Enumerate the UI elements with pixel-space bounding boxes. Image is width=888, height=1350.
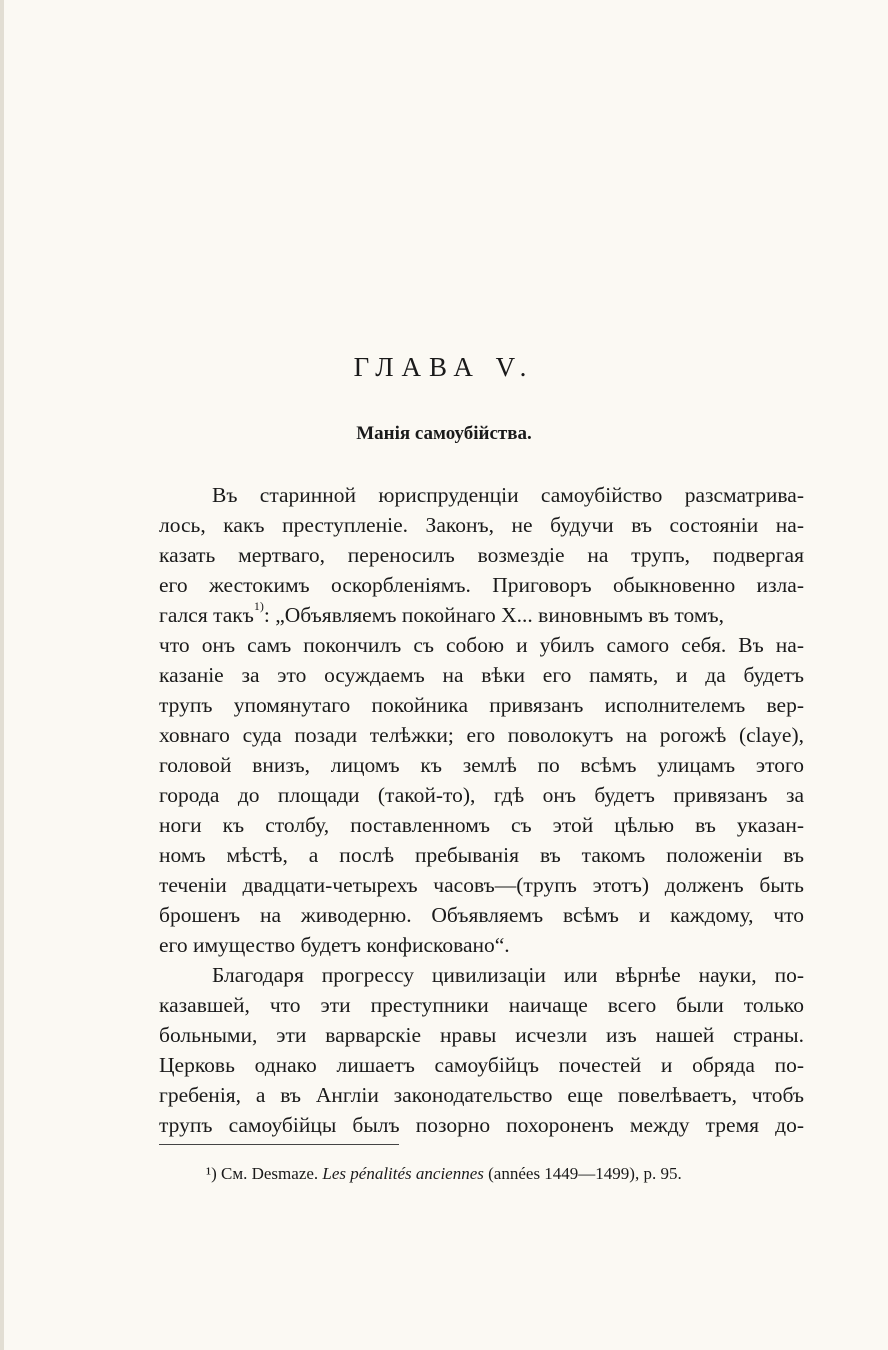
footnote-prefix: См. Desmaze.	[221, 1164, 319, 1183]
text-line: теченіи двадцати-четырехъ часовъ—(трупъ этотъ) долженъ быть	[159, 873, 804, 897]
footnote-divider	[159, 1144, 399, 1145]
text-line: брошенъ на живодерню. Объявляемъ всѣмъ и каждому, что	[159, 903, 804, 927]
section-title: Манія самоубійства.	[356, 423, 532, 444]
text-line: ховнаго суда позади телѣжки; его поволокутъ на рогожѣ (claye),	[159, 723, 804, 747]
text-line: трупъ упомянутаго покойника привязанъ исполнителемъ вер-	[159, 693, 804, 717]
footnote	[206, 1164, 682, 1184]
text-line: города до площади (такой-то), гдѣ онъ будетъ привязанъ за	[159, 783, 804, 807]
text-line: что онъ самъ покончилъ съ собою и убилъ самого себя. Въ на-	[159, 633, 804, 657]
text-line: Благодаря прогрессу цивилизаціи или вѣрнѣе науки, по-	[212, 963, 804, 987]
text-line: казать мертваго, переносилъ возмездіе на трупъ, подвергая	[159, 543, 804, 567]
text-line: головой внизъ, лицомъ къ землѣ по всѣмъ улицамъ этого	[159, 753, 804, 777]
text-line: номъ мѣстѣ, а послѣ пребыванія въ такомъ положеніи въ	[159, 843, 804, 867]
text-line: больными, эти варварскіе нравы исчезли изъ нашей страны.	[159, 1023, 804, 1047]
page-edge	[0, 0, 4, 1350]
text-line: его жестокимъ оскорбленіямъ. Приговоръ обыкновенно изла-	[159, 573, 804, 597]
text-line: трупъ самоубійцы былъ позорно похороненъ между тремя до-	[159, 1113, 804, 1137]
text-line: гребенія, а въ Англіи законодательство еще повелѣваетъ, чтобъ	[159, 1083, 804, 1107]
text-fragment: „Объявляемъ покойнаго X... виновнымъ въ томъ,	[275, 603, 724, 627]
footnote-reference: 1)	[253, 599, 264, 613]
text-line-with-footnote: гался такъ$^{1)}$: „Объявляемъ покойнаго X... виновнымъ въ томъ,	[159, 599, 724, 627]
text-fragment: гался такъ	[159, 603, 254, 627]
text-line: Церковь однако лишаетъ самоубійцъ почестей и обряда по-	[159, 1053, 804, 1077]
text-line: его имущество будетъ конфисковано“.	[159, 933, 510, 957]
footnote-title: Les pénalités anciennes	[322, 1164, 484, 1183]
chapter-title: ГЛАВА V.	[353, 352, 535, 382]
text-line: казаніе за это осуждаемъ на вѣки его память, и да будетъ	[159, 663, 804, 687]
text-line: лось, какъ преступленіе. Законъ, не будучи въ состояніи на-	[159, 513, 804, 537]
text-line: ноги къ столбу, поставленномъ съ этой цѣлью въ указан-	[159, 813, 804, 837]
text-line: казавшей, что эти преступники наичаще всего были только	[159, 993, 804, 1017]
text-line: Въ старинной юриспруденціи самоубійство разсматрива-	[212, 483, 804, 507]
footnote-marker: ¹)	[206, 1164, 217, 1183]
footnote-suffix: (années 1449—1499), p. 95.	[488, 1164, 682, 1183]
